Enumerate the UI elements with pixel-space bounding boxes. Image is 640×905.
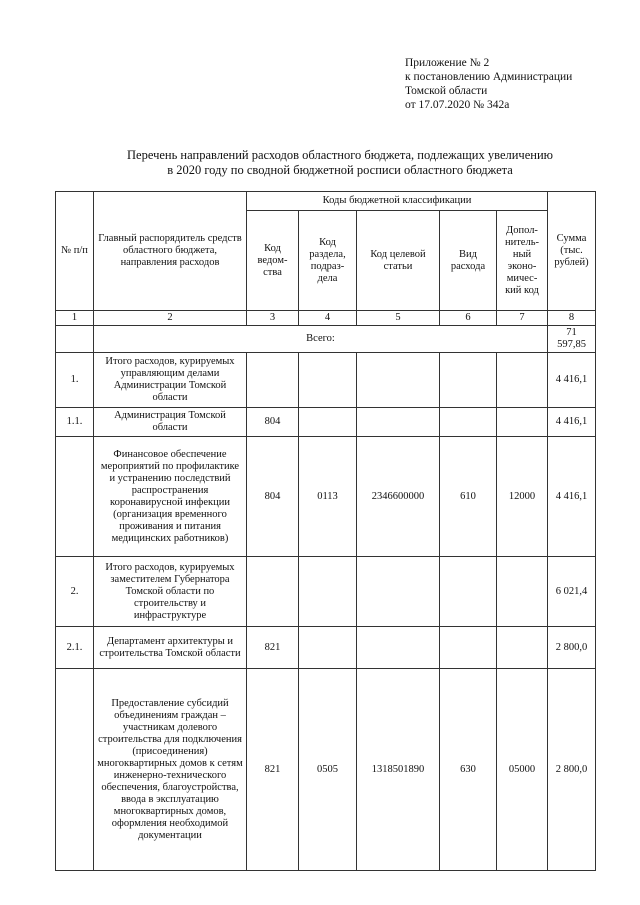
header-target: Код целевой статьи — [357, 211, 440, 311]
table-row — [56, 669, 596, 871]
row-num — [56, 437, 94, 557]
row-econ — [497, 627, 548, 669]
column-number-row — [56, 311, 596, 326]
row-sum: 2 800,0 — [548, 627, 596, 669]
header-econ: Допол-нитель-ный эконо-мичес-кий код — [497, 211, 548, 311]
row-name: Финансовое обеспечение мероприятий по профилактике и устранению последствий распространения коронавирусной инфекции (организация временного проживания и питания медицинских работников) — [94, 437, 247, 557]
document-title — [40, 148, 640, 178]
column-number: 3 — [247, 311, 299, 326]
row-target — [357, 408, 440, 437]
row-exptype — [440, 408, 497, 437]
row-econ — [497, 557, 548, 627]
row-econ — [497, 408, 548, 437]
column-number: 8 — [548, 311, 596, 326]
title-line: в 2020 году по сводной бюджетной росписи областного бюджета — [167, 163, 513, 177]
row-section: 0113 — [299, 437, 357, 557]
appendix-block — [405, 56, 572, 112]
appendix-line: к постановлению Администрации — [405, 71, 573, 83]
row-exptype: 610 — [440, 437, 497, 557]
header-section: Код раздела, подраз-дела — [299, 211, 357, 311]
row-dept — [247, 557, 299, 627]
column-number: 6 — [440, 311, 497, 326]
row-dept — [247, 353, 299, 408]
row-num: 1.1. — [56, 408, 94, 437]
header-exptype: Вид расхода — [440, 211, 497, 311]
row-num — [56, 669, 94, 871]
row-sum: 4 416,1 — [548, 353, 596, 408]
row-sum: 4 416,1 — [548, 437, 596, 557]
row-exptype — [440, 627, 497, 669]
row-section — [299, 627, 357, 669]
row-num: 2. — [56, 557, 94, 627]
total-sum: 71 597,85 — [548, 326, 596, 353]
row-exptype: 630 — [440, 669, 497, 871]
row-sum: 4 416,1 — [548, 408, 596, 437]
row-sum: 2 800,0 — [548, 669, 596, 871]
total-row — [56, 326, 596, 353]
row-dept: 821 — [247, 627, 299, 669]
row-target — [357, 557, 440, 627]
appendix-line: от 17.07.2020 № 342а — [405, 99, 510, 111]
appendix-line: Томской области — [405, 85, 488, 97]
row-section — [299, 353, 357, 408]
row-target — [357, 627, 440, 669]
total-label: Всего: — [94, 326, 548, 353]
row-num: 1. — [56, 353, 94, 408]
table-row — [56, 557, 596, 627]
table-row — [56, 353, 596, 408]
row-econ — [497, 353, 548, 408]
header-sum: Сумма (тыс. рублей) — [548, 192, 596, 311]
row-dept: 804 — [247, 408, 299, 437]
column-number: 1 — [56, 311, 94, 326]
title-line: Перечень направлений расходов областного бюджета, подлежащих увеличению — [127, 148, 553, 162]
row-exptype — [440, 353, 497, 408]
header-dept: Код ведом-ства — [247, 211, 299, 311]
row-exptype — [440, 557, 497, 627]
row-name: Итого расходов, курируемых заместителем Губернатора Томской области по строительству и инфраструктуре — [94, 557, 247, 627]
row-section — [299, 557, 357, 627]
column-number: 7 — [497, 311, 548, 326]
row-name: Департамент архитектуры и строительства Томской области — [94, 627, 247, 669]
row-name: Предоставление субсидий объединениям граждан – участникам долевого строительства для подключения (присоединения) многоквартирных домов к сетям инженерно-технического обеспечения, благоустройства, ввода в эксплуатацию многоквартирных домов, оформления необходимой документации — [94, 669, 247, 871]
row-section: 0505 — [299, 669, 357, 871]
row-name: Итого расходов, курируемых управляющим делами Администрации Томской области — [94, 353, 247, 408]
appendix-line: Приложение № 2 — [405, 57, 490, 69]
header-row — [56, 192, 596, 211]
row-name: Администрация Томской области — [94, 408, 247, 437]
header-num: № п/п — [56, 192, 94, 311]
row-section — [299, 408, 357, 437]
header-codes-group: Коды бюджетной классификации — [247, 192, 548, 211]
column-number: 2 — [94, 311, 247, 326]
column-number: 5 — [357, 311, 440, 326]
header-name: Главный распорядитель средств областного бюджета, направления расходов — [94, 192, 247, 311]
row-num: 2.1. — [56, 627, 94, 669]
row-dept: 821 — [247, 669, 299, 871]
table-row — [56, 408, 596, 437]
row-dept: 804 — [247, 437, 299, 557]
row-econ: 12000 — [497, 437, 548, 557]
column-number: 4 — [299, 311, 357, 326]
row-econ: 05000 — [497, 669, 548, 871]
row-target — [357, 353, 440, 408]
table-row — [56, 437, 596, 557]
table-row — [56, 627, 596, 669]
expense-table — [55, 191, 596, 871]
row-sum: 6 021,4 — [548, 557, 596, 627]
row-target: 1318501890 — [357, 669, 440, 871]
row-target: 2346600000 — [357, 437, 440, 557]
